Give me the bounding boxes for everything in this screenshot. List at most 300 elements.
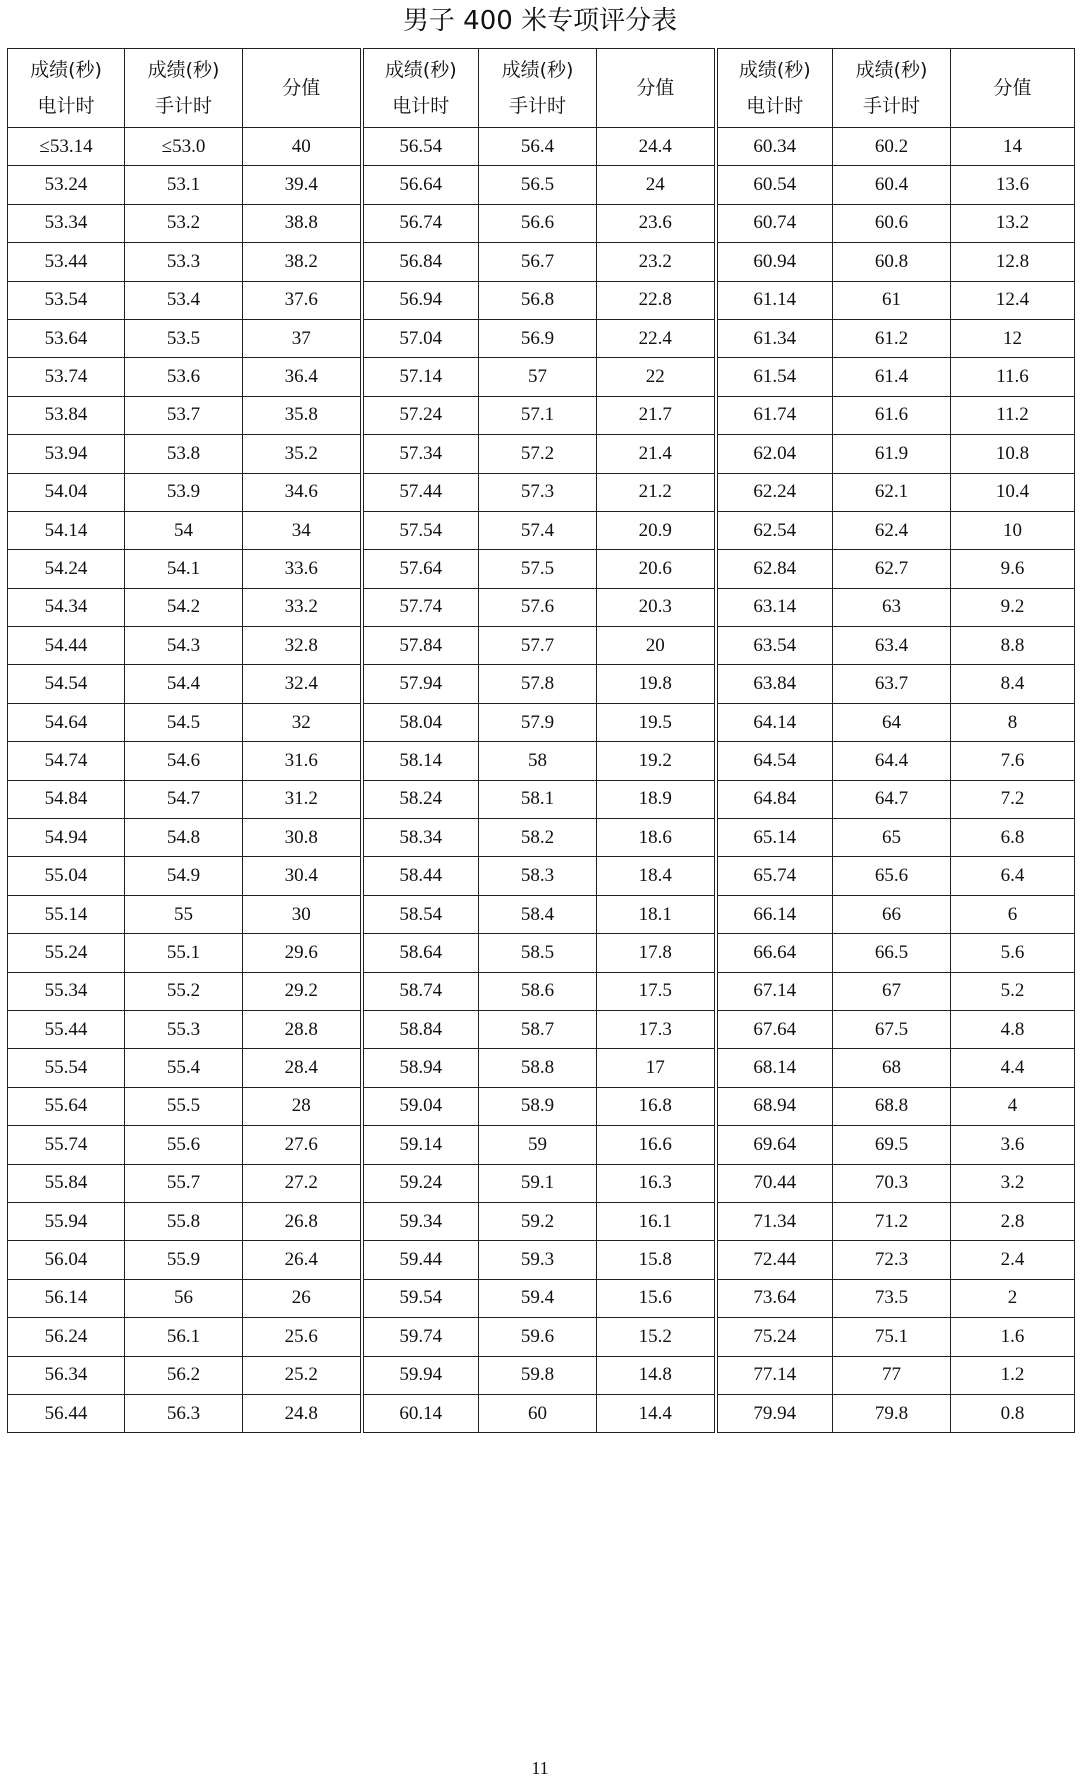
table-cell: 54.14 [8, 511, 125, 549]
table-cell: 64.4 [833, 742, 951, 780]
table-cell: 62.7 [833, 550, 951, 588]
table-cell: 64.84 [716, 780, 833, 818]
table-cell: 57.3 [479, 473, 597, 511]
table-cell: 56.94 [362, 281, 479, 319]
header-score: 分值 [597, 49, 716, 128]
table-row [8, 780, 1075, 818]
table-cell: 79.94 [716, 1394, 833, 1432]
table-cell: 68.14 [716, 1049, 833, 1087]
table-cell: 28.4 [243, 1049, 362, 1087]
table-cell: 66.14 [716, 895, 833, 933]
table-cell: 66.5 [833, 934, 951, 972]
table-row [8, 396, 1075, 434]
table-cell: 75.24 [716, 1318, 833, 1356]
table-row [8, 857, 1075, 895]
table-cell: 61.9 [833, 435, 951, 473]
table-row [8, 128, 1075, 166]
table-cell: 65.14 [716, 819, 833, 857]
table-cell: 12 [951, 319, 1075, 357]
table-cell: 63.4 [833, 627, 951, 665]
table-cell: 21.2 [597, 473, 716, 511]
header-hand-time: 成绩(秒) 手计时 [833, 49, 951, 128]
table-cell: 70.3 [833, 1164, 951, 1202]
table-cell: 56.4 [479, 128, 597, 166]
table-cell: 4.8 [951, 1010, 1075, 1048]
table-cell: 56.3 [125, 1394, 243, 1432]
table-cell: 67.5 [833, 1010, 951, 1048]
table-cell: 62.84 [716, 550, 833, 588]
table-cell: 9.2 [951, 588, 1075, 626]
table-cell: 68 [833, 1049, 951, 1087]
table-row [8, 204, 1075, 242]
table-cell: 69.64 [716, 1126, 833, 1164]
table-cell: 59.1 [479, 1164, 597, 1202]
table-cell: 64.7 [833, 780, 951, 818]
table-cell: 31.2 [243, 780, 362, 818]
table-cell: 16.6 [597, 1126, 716, 1164]
table-cell: 56 [125, 1279, 243, 1317]
table-cell: 56.34 [8, 1356, 125, 1394]
table-cell: 56.5 [479, 166, 597, 204]
table-row [8, 435, 1075, 473]
table-cell: ≤53.14 [8, 128, 125, 166]
table-cell: 58.34 [362, 819, 479, 857]
table-cell: 34.6 [243, 473, 362, 511]
table-cell: 2.4 [951, 1241, 1075, 1279]
table-cell: 53.8 [125, 435, 243, 473]
table-cell: 13.6 [951, 166, 1075, 204]
table-cell: 19.2 [597, 742, 716, 780]
table-cell: 54.1 [125, 550, 243, 588]
table-cell: 38.8 [243, 204, 362, 242]
table-cell: 63 [833, 588, 951, 626]
table-cell: 54 [125, 511, 243, 549]
table-cell: 31.6 [243, 742, 362, 780]
table-cell: 56.2 [125, 1356, 243, 1394]
table-cell: 54.74 [8, 742, 125, 780]
table-cell: 57.4 [479, 511, 597, 549]
table-cell: 57.34 [362, 435, 479, 473]
table-cell: 13.2 [951, 204, 1075, 242]
table-cell: 53.24 [8, 166, 125, 204]
table-cell: 57.6 [479, 588, 597, 626]
table-cell: 71.34 [716, 1202, 833, 1240]
table-cell: 57.04 [362, 319, 479, 357]
table-body [8, 128, 1075, 1433]
table-cell: 24.8 [243, 1394, 362, 1432]
table-cell: 9.6 [951, 550, 1075, 588]
table-cell: 59.6 [479, 1318, 597, 1356]
table-cell: 54.8 [125, 819, 243, 857]
table-cell: 61 [833, 281, 951, 319]
table-row [8, 1049, 1075, 1087]
table-cell: 53.9 [125, 473, 243, 511]
table-cell: 59 [479, 1126, 597, 1164]
table-cell: 22.4 [597, 319, 716, 357]
table-cell: 55.3 [125, 1010, 243, 1048]
table-cell: 54.7 [125, 780, 243, 818]
table-cell: 54.3 [125, 627, 243, 665]
table-cell: 27.2 [243, 1164, 362, 1202]
table-cell: 56.24 [8, 1318, 125, 1356]
table-cell: 53.34 [8, 204, 125, 242]
table-cell: 17.5 [597, 972, 716, 1010]
table-cell: 69.5 [833, 1126, 951, 1164]
table-cell: 58.04 [362, 703, 479, 741]
table-cell: 58.8 [479, 1049, 597, 1087]
table-cell: 55.8 [125, 1202, 243, 1240]
table-cell: 17.3 [597, 1010, 716, 1048]
table-row [8, 819, 1075, 857]
table-cell: 60.2 [833, 128, 951, 166]
table-cell: 56.84 [362, 243, 479, 281]
table-cell: 3.2 [951, 1164, 1075, 1202]
table-cell: 59.3 [479, 1241, 597, 1279]
table-cell: 53.44 [8, 243, 125, 281]
table-cell: 60.4 [833, 166, 951, 204]
table-cell: 12.8 [951, 243, 1075, 281]
table-cell: 37.6 [243, 281, 362, 319]
table-cell: 24.4 [597, 128, 716, 166]
table-row [8, 319, 1075, 357]
table-cell: 35.8 [243, 396, 362, 434]
table-cell: 59.54 [362, 1279, 479, 1317]
table-cell: 21.7 [597, 396, 716, 434]
table-cell: 62.54 [716, 511, 833, 549]
table-cell: 59.2 [479, 1202, 597, 1240]
table-cell: 60.34 [716, 128, 833, 166]
table-cell: 54.34 [8, 588, 125, 626]
table-cell: 57.44 [362, 473, 479, 511]
table-row [8, 588, 1075, 626]
table-cell: 72.3 [833, 1241, 951, 1279]
table-cell: 37 [243, 319, 362, 357]
table-row [8, 166, 1075, 204]
table-cell: 57.54 [362, 511, 479, 549]
table-cell: 59.44 [362, 1241, 479, 1279]
table-cell: 59.74 [362, 1318, 479, 1356]
table-cell: 55.2 [125, 972, 243, 1010]
table-row [8, 1241, 1075, 1279]
table-row [8, 511, 1075, 549]
table-cell: 56.8 [479, 281, 597, 319]
table-cell: 7.6 [951, 742, 1075, 780]
table-cell: 58.2 [479, 819, 597, 857]
table-cell: 60.8 [833, 243, 951, 281]
table-cell: 8 [951, 703, 1075, 741]
table-cell: 56.7 [479, 243, 597, 281]
table-cell: 28 [243, 1087, 362, 1125]
page-title: 男子 400 米专项评分表 [402, 6, 678, 36]
table-cell: 64 [833, 703, 951, 741]
table-cell: 53.74 [8, 358, 125, 396]
table-cell: 35.2 [243, 435, 362, 473]
table-cell: 67 [833, 972, 951, 1010]
table-row [8, 1202, 1075, 1240]
table-cell: 54.94 [8, 819, 125, 857]
table-cell: 20 [597, 627, 716, 665]
table-cell: 70.44 [716, 1164, 833, 1202]
table-cell: 33.2 [243, 588, 362, 626]
table-cell: 58.84 [362, 1010, 479, 1048]
table-cell: 53.94 [8, 435, 125, 473]
table-cell: 57.14 [362, 358, 479, 396]
table-cell: 6 [951, 895, 1075, 933]
table-cell: 58.9 [479, 1087, 597, 1125]
table-cell: 79.8 [833, 1394, 951, 1432]
header-score: 分值 [951, 49, 1075, 128]
score-table [7, 48, 1075, 1433]
table-cell: 15.6 [597, 1279, 716, 1317]
table-cell: 30.8 [243, 819, 362, 857]
table-cell: 2 [951, 1279, 1075, 1317]
table-cell: 57.5 [479, 550, 597, 588]
table-cell: 61.34 [716, 319, 833, 357]
table-cell: 14 [951, 128, 1075, 166]
table-cell: 29.2 [243, 972, 362, 1010]
table-cell: 15.8 [597, 1241, 716, 1279]
table-cell: 10.4 [951, 473, 1075, 511]
table-cell: 60.54 [716, 166, 833, 204]
table-row [8, 665, 1075, 703]
table-cell: 18.1 [597, 895, 716, 933]
table-cell: 23.2 [597, 243, 716, 281]
table-cell: 28.8 [243, 1010, 362, 1048]
table-cell: 11.2 [951, 396, 1075, 434]
table-cell: 58.14 [362, 742, 479, 780]
table-cell: 56.04 [8, 1241, 125, 1279]
header-hand-time: 成绩(秒) 手计时 [125, 49, 243, 128]
table-cell: 61.54 [716, 358, 833, 396]
table-cell: 58.6 [479, 972, 597, 1010]
table-cell: 26.8 [243, 1202, 362, 1240]
table-cell: 18.6 [597, 819, 716, 857]
table-cell: 54.24 [8, 550, 125, 588]
table-cell: 53.1 [125, 166, 243, 204]
table-row [8, 627, 1075, 665]
table-cell: 55.4 [125, 1049, 243, 1087]
table-cell: 55.24 [8, 934, 125, 972]
table-row [8, 243, 1075, 281]
table-cell: 77.14 [716, 1356, 833, 1394]
table-cell: 57.1 [479, 396, 597, 434]
table-cell: 53.54 [8, 281, 125, 319]
table-cell: 58.7 [479, 1010, 597, 1048]
table-cell: 54.4 [125, 665, 243, 703]
table-cell: 65.74 [716, 857, 833, 895]
table-cell: 10 [951, 511, 1075, 549]
table-cell: 17 [597, 1049, 716, 1087]
table-cell: 61.14 [716, 281, 833, 319]
table-cell: 3.6 [951, 1126, 1075, 1164]
table-cell: 55 [125, 895, 243, 933]
table-cell: 59.04 [362, 1087, 479, 1125]
table-cell: 67.64 [716, 1010, 833, 1048]
table-row [8, 1356, 1075, 1394]
table-cell: 27.6 [243, 1126, 362, 1164]
table-cell: 65 [833, 819, 951, 857]
table-cell: 25.6 [243, 1318, 362, 1356]
table-cell: 58.24 [362, 780, 479, 818]
table-cell: 67.14 [716, 972, 833, 1010]
table-cell: 59.24 [362, 1164, 479, 1202]
table-cell: 68.8 [833, 1087, 951, 1125]
header-electronic-time: 成绩(秒) 电计时 [716, 49, 833, 128]
table-cell: 22.8 [597, 281, 716, 319]
table-cell: 61.6 [833, 396, 951, 434]
table-cell: 53.6 [125, 358, 243, 396]
table-row [8, 934, 1075, 972]
header-electronic-time: 成绩(秒) 电计时 [362, 49, 479, 128]
table-cell: 4.4 [951, 1049, 1075, 1087]
table-row [8, 473, 1075, 511]
table-cell: 55.9 [125, 1241, 243, 1279]
table-cell: 59.4 [479, 1279, 597, 1317]
table-cell: 30.4 [243, 857, 362, 895]
table-cell: 10.8 [951, 435, 1075, 473]
table-cell: 55.14 [8, 895, 125, 933]
table-cell: 54.44 [8, 627, 125, 665]
table-row [8, 1126, 1075, 1164]
table-cell: 57.2 [479, 435, 597, 473]
table-row [8, 281, 1075, 319]
table-cell: 57.9 [479, 703, 597, 741]
table-cell: 58.94 [362, 1049, 479, 1087]
table-cell: 5.2 [951, 972, 1075, 1010]
table-cell: 55.54 [8, 1049, 125, 1087]
table-row [8, 1394, 1075, 1432]
table-cell: 20.6 [597, 550, 716, 588]
table-cell: 39.4 [243, 166, 362, 204]
table-cell: 32 [243, 703, 362, 741]
table-cell: 60.6 [833, 204, 951, 242]
table-cell: 65.6 [833, 857, 951, 895]
table-row [8, 550, 1075, 588]
table-cell: 58.64 [362, 934, 479, 972]
table-cell: 63.7 [833, 665, 951, 703]
table-cell: 61.74 [716, 396, 833, 434]
table-cell: 60.14 [362, 1394, 479, 1432]
table-cell: 58.74 [362, 972, 479, 1010]
table-cell: 40 [243, 128, 362, 166]
table-cell: 1.6 [951, 1318, 1075, 1356]
table-cell: 22 [597, 358, 716, 396]
table-cell: 62.1 [833, 473, 951, 511]
table-cell: 55.44 [8, 1010, 125, 1048]
table-cell: 53.5 [125, 319, 243, 357]
table-cell: 2.8 [951, 1202, 1075, 1240]
table-cell: 56.44 [8, 1394, 125, 1432]
table-cell: 12.4 [951, 281, 1075, 319]
table-cell: 36.4 [243, 358, 362, 396]
table-cell: 20.3 [597, 588, 716, 626]
table-cell: 55.1 [125, 934, 243, 972]
table-cell: 64.54 [716, 742, 833, 780]
table-cell: 24 [597, 166, 716, 204]
table-cell: 54.5 [125, 703, 243, 741]
table-cell: 63.54 [716, 627, 833, 665]
table-cell: 54.9 [125, 857, 243, 895]
table-row [8, 1010, 1075, 1048]
table-cell: 58 [479, 742, 597, 780]
table-cell: 7.2 [951, 780, 1075, 818]
table-cell: 23.6 [597, 204, 716, 242]
table-cell: 75.1 [833, 1318, 951, 1356]
table-cell: 58.4 [479, 895, 597, 933]
table-cell: 16.8 [597, 1087, 716, 1125]
table-cell: 5.6 [951, 934, 1075, 972]
table-cell: 53.64 [8, 319, 125, 357]
table-cell: 71.2 [833, 1202, 951, 1240]
table-cell: 59.8 [479, 1356, 597, 1394]
table-cell: 54.84 [8, 780, 125, 818]
page-number: 11 [531, 1758, 549, 1778]
table-cell: 60.74 [716, 204, 833, 242]
table-cell: 25.2 [243, 1356, 362, 1394]
table-cell: 55.7 [125, 1164, 243, 1202]
table-cell: 53.7 [125, 396, 243, 434]
table-cell: 62.24 [716, 473, 833, 511]
table-cell: 54.64 [8, 703, 125, 741]
header-electronic-time: 成绩(秒) 电计时 [8, 49, 125, 128]
table-cell: 53.3 [125, 243, 243, 281]
table-cell: 4 [951, 1087, 1075, 1125]
table-cell: 56.64 [362, 166, 479, 204]
table-cell: 19.5 [597, 703, 716, 741]
table-cell: 66 [833, 895, 951, 933]
table-cell: 15.2 [597, 1318, 716, 1356]
table-cell: 33.6 [243, 550, 362, 588]
table-cell: 53.2 [125, 204, 243, 242]
table-cell: 55.84 [8, 1164, 125, 1202]
table-cell: 56.54 [362, 128, 479, 166]
table-cell: 6.4 [951, 857, 1075, 895]
table-cell: 1.2 [951, 1356, 1075, 1394]
table-cell: 57 [479, 358, 597, 396]
table-cell: 57.8 [479, 665, 597, 703]
table-cell: 32.8 [243, 627, 362, 665]
table-cell: 57.24 [362, 396, 479, 434]
table-cell: 55.04 [8, 857, 125, 895]
table-cell: 0.8 [951, 1394, 1075, 1432]
table-cell: 54.54 [8, 665, 125, 703]
table-cell: 55.5 [125, 1087, 243, 1125]
table-cell: 60.94 [716, 243, 833, 281]
table-cell: 72.44 [716, 1241, 833, 1279]
table-cell: 57.74 [362, 588, 479, 626]
table-row [8, 1279, 1075, 1317]
table-row [8, 1164, 1075, 1202]
table-cell: 59.34 [362, 1202, 479, 1240]
table-cell: 26 [243, 1279, 362, 1317]
table-cell: 58.54 [362, 895, 479, 933]
table-cell: 58.44 [362, 857, 479, 895]
table-cell: 34 [243, 511, 362, 549]
table-cell: 56.14 [8, 1279, 125, 1317]
table-row [8, 742, 1075, 780]
table-cell: 14.8 [597, 1356, 716, 1394]
table-cell: 53.84 [8, 396, 125, 434]
table-cell: 57.94 [362, 665, 479, 703]
table-cell: 11.6 [951, 358, 1075, 396]
table-cell: 54.04 [8, 473, 125, 511]
table-cell: 63.84 [716, 665, 833, 703]
table-cell: 56.1 [125, 1318, 243, 1356]
table-row [8, 1318, 1075, 1356]
table-cell: 66.64 [716, 934, 833, 972]
header-score: 分值 [243, 49, 362, 128]
table-cell: 68.94 [716, 1087, 833, 1125]
